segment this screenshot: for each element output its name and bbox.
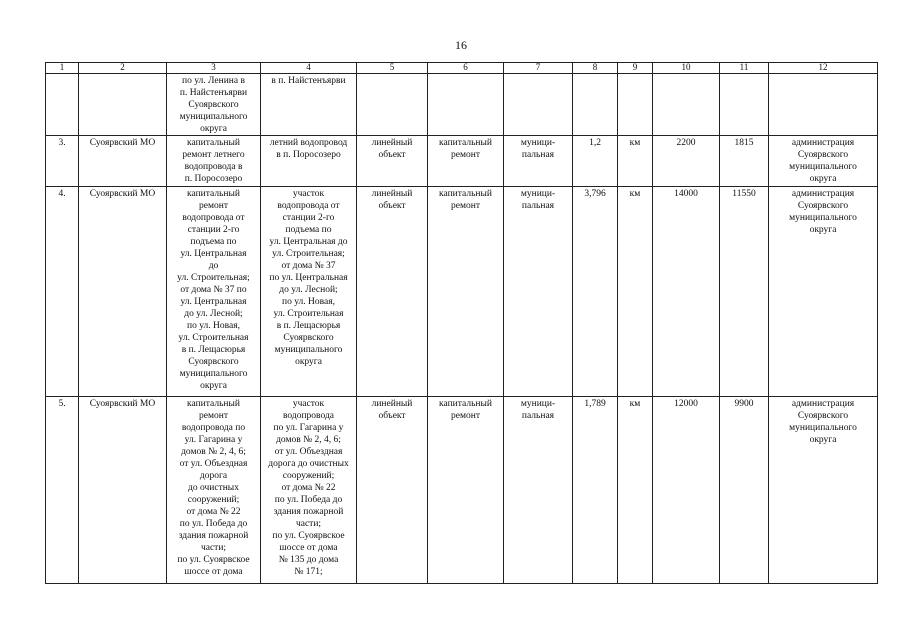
table-row xyxy=(46,187,878,397)
column-number-header: 5 xyxy=(357,63,428,74)
column-number-header: 2 xyxy=(79,63,167,74)
work-type-cell xyxy=(428,74,504,136)
ownership-cell: муници- пальная xyxy=(504,136,573,187)
row-number-cell: 4. xyxy=(46,187,79,397)
customer-cell xyxy=(769,74,878,136)
unit-cell: км xyxy=(618,187,653,397)
table-row xyxy=(46,74,878,136)
cost-budget-cell xyxy=(720,74,769,136)
object-name-cell: летний водопровод в п. Поросозеро xyxy=(261,136,357,187)
unit-cell: км xyxy=(618,136,653,187)
object-type-cell: линейный объект xyxy=(357,397,428,584)
work-name-cell: по ул. Ленина в п. Найстенъярви Суоярвского муниципального округа xyxy=(167,74,261,136)
capacity-cell: 1,2 xyxy=(573,136,618,187)
customer-cell: администрация Суоярвского муниципального округа xyxy=(769,136,878,187)
document-table xyxy=(45,62,878,584)
object-type-cell: линейный объект xyxy=(357,136,428,187)
cost-total-cell: 12000 xyxy=(653,397,720,584)
column-number-header: 11 xyxy=(720,63,769,74)
cost-budget-cell: 11550 xyxy=(720,187,769,397)
ownership-cell: муници- пальная xyxy=(504,187,573,397)
object-type-cell xyxy=(357,74,428,136)
cost-total-cell: 2200 xyxy=(653,136,720,187)
column-number-header: 4 xyxy=(261,63,357,74)
work-type-cell: капитальный ремонт xyxy=(428,187,504,397)
cost-budget-cell: 9900 xyxy=(720,397,769,584)
subject-cell: Суоярвский МО xyxy=(79,136,167,187)
column-number-header: 8 xyxy=(573,63,618,74)
table-row xyxy=(46,136,878,187)
work-name-cell: капитальный ремонт летнего водопровода в п. Поросозеро xyxy=(167,136,261,187)
subject-cell: Суоярвский МО xyxy=(79,397,167,584)
object-name-cell: в п. Найстенъярви xyxy=(261,74,357,136)
page-number: 16 xyxy=(455,38,467,52)
table-header-row xyxy=(46,63,878,74)
object-type-cell: линейный объект xyxy=(357,187,428,397)
object-name-cell: участок водопровода по ул. Гагарина у домов № 2, 4, 6; от ул. Объездная дорога до очистных сооружений; от дома № 22 по ул. Победа до здания пожарной части; по ул. Суоярвское шоссе от дома № 135 до дома № 171; xyxy=(261,397,357,584)
row-number-cell: 5. xyxy=(46,397,79,584)
work-name-cell: капитальный ремонт водопровода от станции 2-го подъема по ул. Центральная до ул. Строительная; от дома № 37 по ул. Центральная до ул. Лесной; по ул. Новая, ул. Строительная в п. Лещасюрья Суоярвского муниципального округа xyxy=(167,187,261,397)
subject-cell xyxy=(79,74,167,136)
object-name-cell: участок водопровода от станции 2-го подъема по ул. Центральная до ул. Строительная; от дома № 37 по ул. Центральная до ул. Лесной; по ул. Новая, ул. Строительная в п. Лещасюрья Суоярвского муниципального округа xyxy=(261,187,357,397)
row-number-cell: 3. xyxy=(46,136,79,187)
cost-budget-cell: 1815 xyxy=(720,136,769,187)
ownership-cell xyxy=(504,74,573,136)
work-type-cell: капитальный ремонт xyxy=(428,397,504,584)
table-row xyxy=(46,397,878,584)
column-number-header: 1 xyxy=(46,63,79,74)
row-number-cell xyxy=(46,74,79,136)
column-number-header: 7 xyxy=(504,63,573,74)
customer-cell: администрация Суоярвского муниципального округа xyxy=(769,397,878,584)
capacity-cell xyxy=(573,74,618,136)
column-number-header: 12 xyxy=(769,63,878,74)
capacity-cell: 1,789 xyxy=(573,397,618,584)
customer-cell: администрация Суоярвского муниципального округа xyxy=(769,187,878,397)
column-number-header: 9 xyxy=(618,63,653,74)
column-number-header: 10 xyxy=(653,63,720,74)
subject-cell: Суоярвский МО xyxy=(79,187,167,397)
work-type-cell: капитальный ремонт xyxy=(428,136,504,187)
cost-total-cell: 14000 xyxy=(653,187,720,397)
ownership-cell: муници- пальная xyxy=(504,397,573,584)
capacity-cell: 3,796 xyxy=(573,187,618,397)
cost-total-cell xyxy=(653,74,720,136)
column-number-header: 6 xyxy=(428,63,504,74)
work-name-cell: капитальный ремонт водопровода по ул. Гагарина у домов № 2, 4, 6; от ул. Объездная дорога до очистных сооружений; от дома № 22 по ул. Победа до здания пожарной части; по ул. Суоярвское шоссе от дома xyxy=(167,397,261,584)
unit-cell xyxy=(618,74,653,136)
unit-cell: км xyxy=(618,397,653,584)
column-number-header: 3 xyxy=(167,63,261,74)
